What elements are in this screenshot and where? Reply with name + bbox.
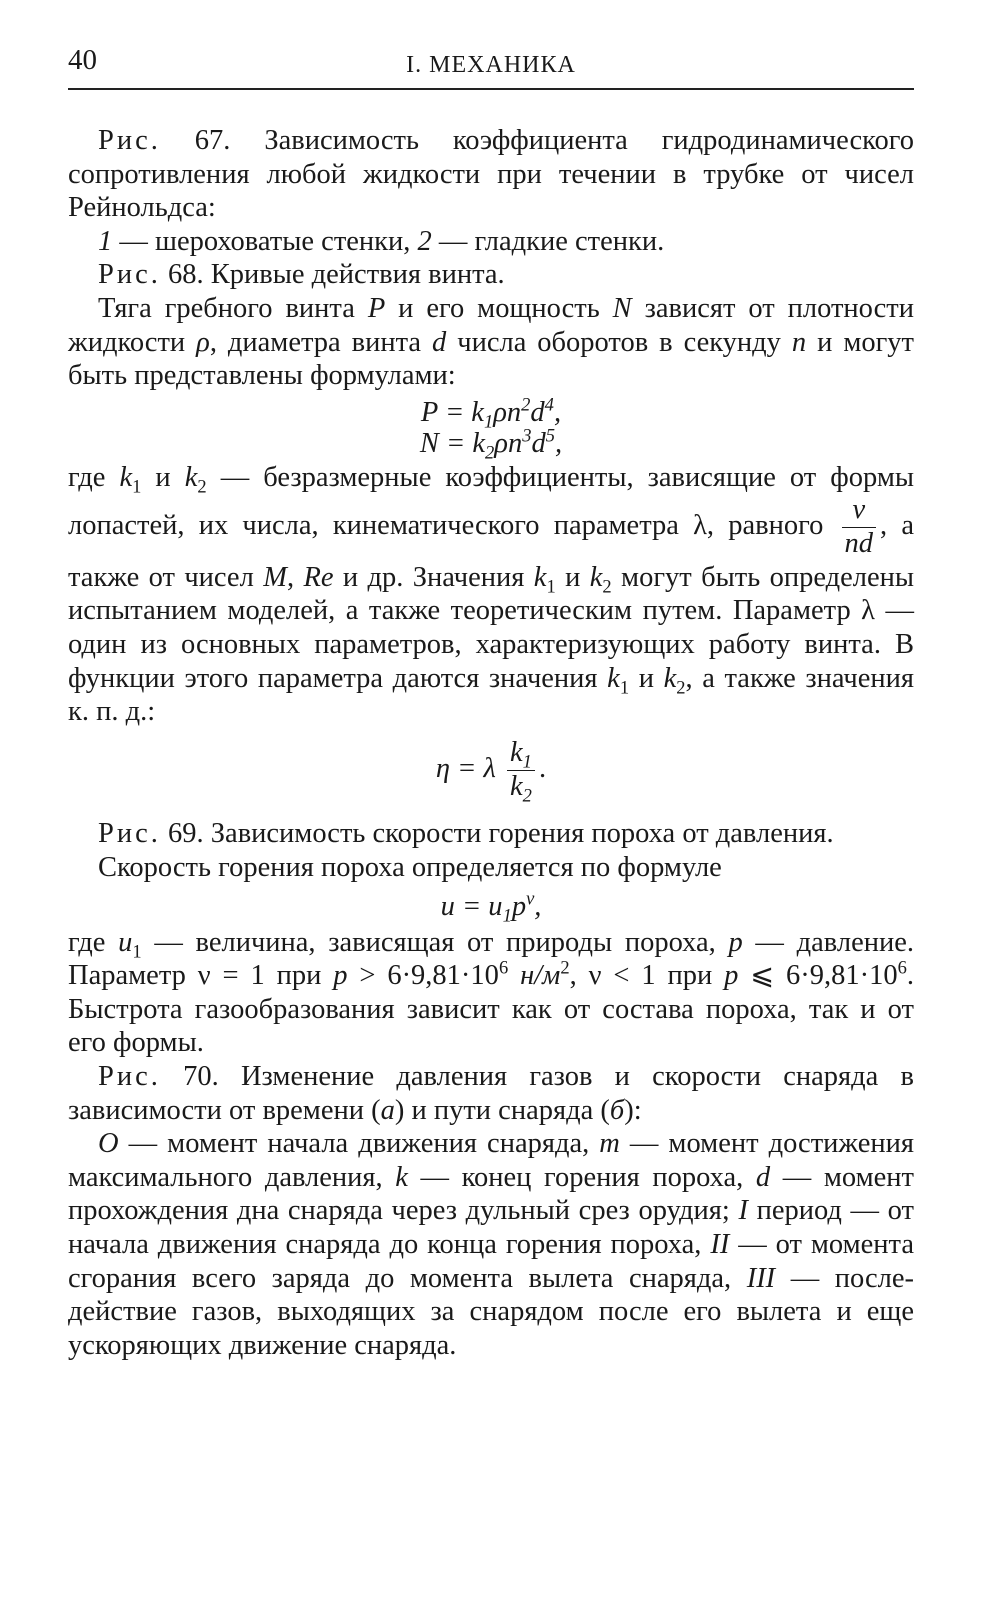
running-title: I. МЕХАНИКА (406, 52, 576, 78)
body-text (68, 124, 914, 1362)
thrust-paragraph: Тяга гребного винта P и его мощность N зависят от плотности жидкости ρ, диаметра винта d числа оборотов в секунду n и могут быть представлены формулами: (68, 292, 915, 392)
fig67-caption: Рис. 67. Зависимость коэффициента гидродинамического сопротивления любой жидкости при течении в трубке от чисел Рейнольдса: (68, 125, 914, 224)
burn-rate-paragraph: Скорость горения пороха определяется по формуле (98, 851, 722, 883)
formula-power: $N = k_2\rho n^3d^5$, (419, 425, 563, 464)
fig70-caption: Рис. 70. Изменение давления газов и скорости снаряда в зависимости от времени (а) и пути снаряда (б): (68, 1060, 914, 1126)
formula-burn-rate: $u = u_1p^\nu$, (440, 888, 542, 927)
fig69-caption: Рис. 69. Зависимость скорости горения пороха от давления. (98, 818, 834, 850)
fig68-caption: Рис. 68. Кривые действия винта. (98, 259, 505, 291)
page-header (68, 42, 914, 90)
page-number: 40 (68, 44, 97, 76)
lambda-fraction: $\frac{v}{nd}$ (842, 494, 877, 561)
thrust-formulas (68, 394, 914, 464)
formula-efficiency: η = λ $\frac{k_1}{k_2}$ . (435, 736, 547, 807)
pressure-paragraph: где $u_1$ — величина, зависящая от природы пороха, p — давление. Параметр ν = 1 при $p > 6\cdot 9,81\cdot 10^6$ $н/м^2$, ν < 1 при p ⩽ $6\cdot 9,81\cdot 10^6$. Быстрота газообразования зависит как от состава пороха, так и от его формы. (68, 926, 914, 1059)
fig67-legend: 1 — шероховатые стенки, 2 — гладкие стенки. (98, 225, 665, 257)
formula-thrust: $P = k_1\rho n^2d^4$, (420, 394, 562, 433)
fig70-legend: O — момент начала движения снаряда, m — момент достижения максимального давления, k — конец горения пороха, d — момент прохождения дна снаряда через дульный срез орудия; I период — от начала движения снаряда до конца горения пороха, II — от момента сгорания всего заряда до момента вылета снаряда, III — последействие газов, выходящих за снарядом после его вылета и еще ускоряющих движение снаряда. (68, 1128, 915, 1361)
coefficients-paragraph: где $k_1$ и $k_2$ — безразмерные коэффициенты, зависящие от формы лопастей, их числа, кинематического параметра λ, равного $\frac{v}{nd}$ , а также от чисел M, Re и др. Значения $k_1$ и $k_2$ могут быть определены испытанием моделей, а также теоретическим путем. Параметр λ — один из основных параметров, характеризующих работу винта. В функции этого параметра даются значения $k_1$ и $k_2$, а также значения к. п. д.: (68, 461, 915, 728)
